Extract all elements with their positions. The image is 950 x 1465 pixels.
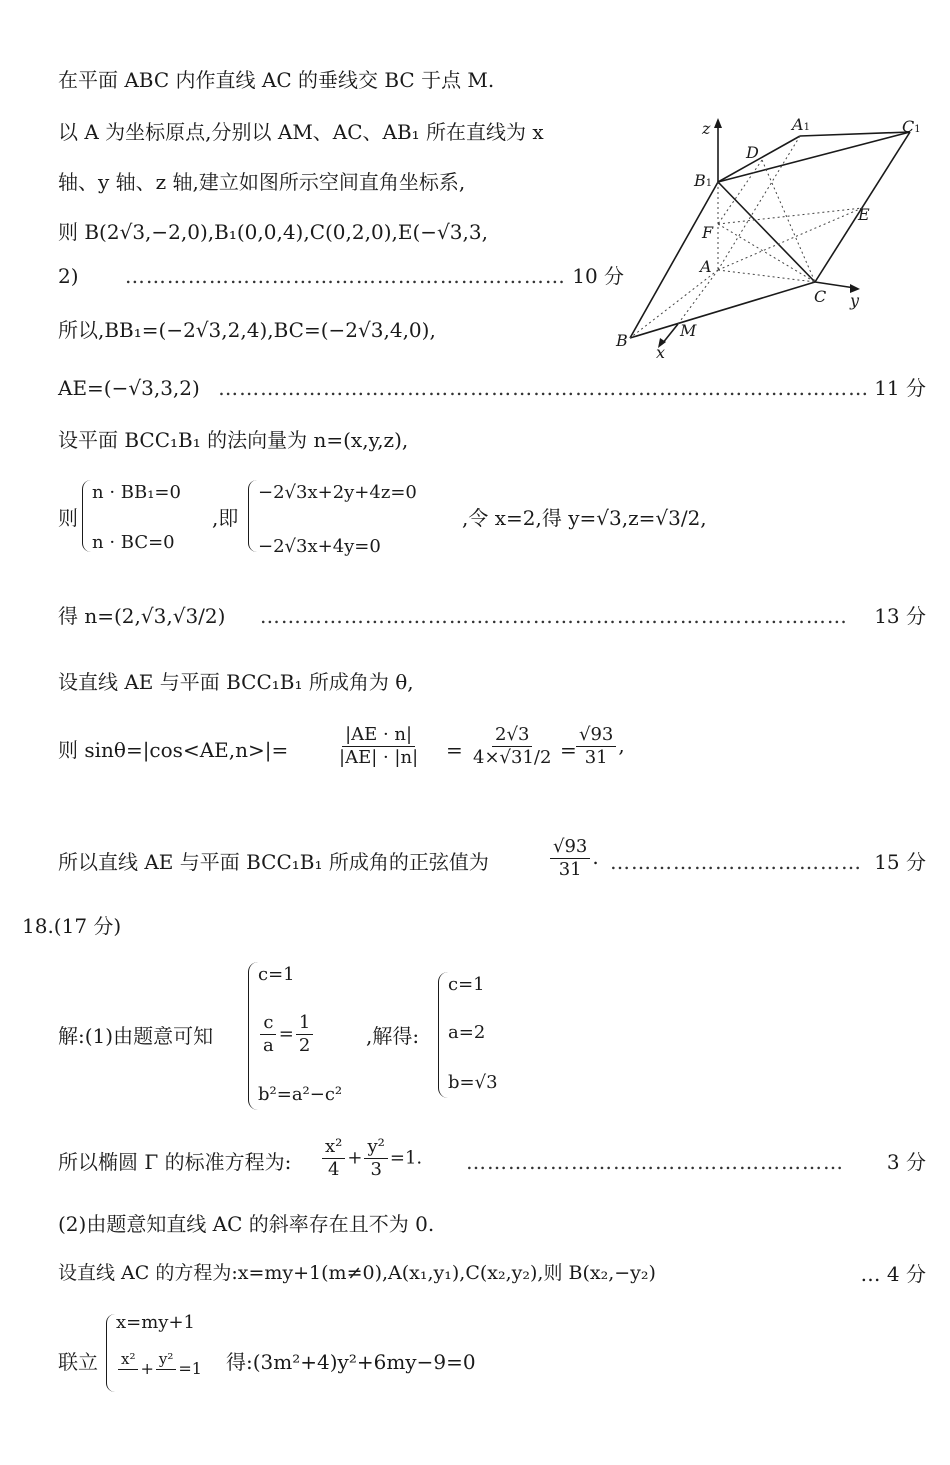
text-line-3: 轴、y 轴、z 轴,建立如图所示空间直角坐标系, <box>58 170 466 194</box>
lianli-label: 联立 <box>58 1350 98 1374</box>
text-line-12: 则 sinθ=|cos<AE,n>|= <box>58 738 289 762</box>
ae-vector: AE=(−√3,3,2) <box>58 376 200 400</box>
text-line-5 <box>58 266 624 286</box>
text-line-4: 则 B(2√3,−2,0),B₁(0,0,4),C(0,2,0),E(−√3,3, <box>58 220 488 244</box>
frac2-den: 4×√31/2 <box>473 747 552 768</box>
res-a: a=2 <box>448 1022 486 1043</box>
part2-intro: (2)由题意知直线 AC 的斜率存在且不为 0. <box>58 1212 435 1236</box>
label-c1: C1 <box>902 117 921 136</box>
system1-eq1: n · BB₁=0 <box>92 482 181 503</box>
label-m: M <box>680 321 697 340</box>
label-f: F <box>702 223 714 242</box>
label-b1: B1 <box>694 171 713 190</box>
res-c: c=1 <box>448 974 485 995</box>
score-4: … 4 分 <box>860 1262 926 1286</box>
left-brace <box>438 972 448 1098</box>
ellipse-tail: =1. <box>389 1147 423 1169</box>
label-a: A <box>700 257 712 276</box>
cond-ratio: $\frac{c}{a}$ = $\frac{1}{2}$ <box>258 1014 315 1055</box>
score-13: 13 分 <box>874 604 926 628</box>
text-line-6: 所以,BB₁=(−2√3,2,4),BC=(−2√3,4,0), <box>58 318 436 342</box>
label-d: D <box>746 143 759 162</box>
text-line-5-text: 2) <box>58 264 79 288</box>
sin-frac-2 <box>468 726 556 767</box>
text-line-2: 以 A 为坐标原点,分别以 AM、AC、AB₁ 所在直线为 x <box>58 120 544 144</box>
z-arrow <box>714 118 722 128</box>
frac2-num: 2√3 <box>492 726 532 747</box>
left-brace <box>248 962 258 1110</box>
label-c: C <box>814 287 827 306</box>
equals-1: = <box>446 738 463 762</box>
half-den: 2 <box>298 1035 311 1056</box>
sin-frac-3: $\frac{√93}{31}$ , <box>574 726 625 767</box>
sys-ellipse: x² + y² =1 <box>116 1352 202 1387</box>
text-line-11: 设直线 AE 与平面 BCC₁B₁ 所成角为 θ, <box>58 670 414 694</box>
frac3-num: √93 <box>576 726 616 747</box>
ellipse-equation: 所以椭圆 Γ 的标准方程为: <box>58 1150 292 1174</box>
score-11: 11 分 <box>874 376 926 400</box>
frac1-den: |AE| · |n| <box>339 747 419 768</box>
text-line-10 <box>58 606 848 626</box>
quadratic-result: 得:(3m²+4)y²+6my−9=0 <box>226 1350 476 1374</box>
system2-eq1: −2√3x+2y+4z=0 <box>258 482 417 503</box>
res-b: b=√3 <box>448 1072 498 1093</box>
conclusion-frac: $\frac{√93}{31}$ . <box>548 838 599 879</box>
left-brace <box>248 480 257 552</box>
frac3-den: 31 <box>584 747 608 768</box>
cond-c: c=1 <box>258 964 295 985</box>
conclusion-den: 31 <box>558 859 582 880</box>
dot-leader: ………………………………………………………………………………… <box>218 376 870 400</box>
solved-label: ,解得: <box>366 1024 420 1048</box>
conclusion-num: √93 <box>550 838 590 859</box>
label-z: z <box>702 119 711 138</box>
text-line-9-mid: ,即 <box>212 506 239 530</box>
frac1-num: |AE · n| <box>342 726 415 747</box>
ratio-num: c <box>260 1014 276 1035</box>
line-ac-setup: 设直线 AC 的方程为:x=my+1(m≠0),A(x₁,y₁),C(x₂,y₂),则 B(x₂,−y₂) <box>58 1262 656 1284</box>
left-brace <box>106 1314 115 1392</box>
ellipse-fracs: $\frac{\text{x²}}{4}$ + $\frac{\text{y²}}{3}$ =1. <box>320 1138 422 1179</box>
text-line-8: 设平面 BCC₁B₁ 的法向量为 n=(x,y,z), <box>58 428 409 452</box>
label-a1: A1 <box>792 115 810 134</box>
ratio-den: a <box>263 1035 274 1056</box>
text-line-1: 在平面 ABC 内作直线 AC 的垂线交 BC 于点 M. <box>58 68 495 92</box>
label-y: y <box>850 291 860 310</box>
text-line-13: 所以直线 AE 与平面 BCC₁B₁ 所成角的正弦值为 <box>58 850 489 874</box>
prism-figure <box>610 112 940 362</box>
score-4-text: 4 分 <box>886 1262 926 1286</box>
solution-part1: 解:(1)由题意可知 <box>58 1024 214 1048</box>
sys-ellipse-tail: =1 <box>178 1359 202 1378</box>
label-e: E <box>858 205 870 224</box>
half-num: 1 <box>296 1014 313 1035</box>
dot-leader: ……………………………………………………… <box>124 264 566 288</box>
equals-2: = <box>560 738 577 762</box>
dot-leader: ……………………………… <box>610 850 862 874</box>
sys-line: x=my+1 <box>116 1312 196 1333</box>
label-x: x <box>656 343 666 362</box>
score-15: 15 分 <box>874 850 926 874</box>
system1-eq2: n · BC=0 <box>92 532 175 553</box>
text-line-9-lead: 则 <box>58 506 78 530</box>
problem-18-header: 18.(17 分) <box>22 914 122 938</box>
dot-leader: ………………………………………………………………………… <box>259 604 848 628</box>
score-10: 10 分 <box>572 264 625 288</box>
cond-b: b²=a²−c² <box>258 1084 343 1105</box>
sin-frac-1 <box>334 726 423 767</box>
score-3: 3 分 <box>886 1150 926 1174</box>
label-b: B <box>616 331 628 350</box>
text-line-9-tail: ,令 x=2,得 y=√3,z=√3/2, <box>462 506 707 530</box>
text-line-7 <box>58 378 869 398</box>
normal-vector: 得 n=(2,√3,√3/2) <box>58 604 226 628</box>
system2-eq2: −2√3x+4y=0 <box>258 536 381 557</box>
left-brace <box>82 480 91 552</box>
dot-leader: ……………………………………………… <box>466 1150 844 1174</box>
